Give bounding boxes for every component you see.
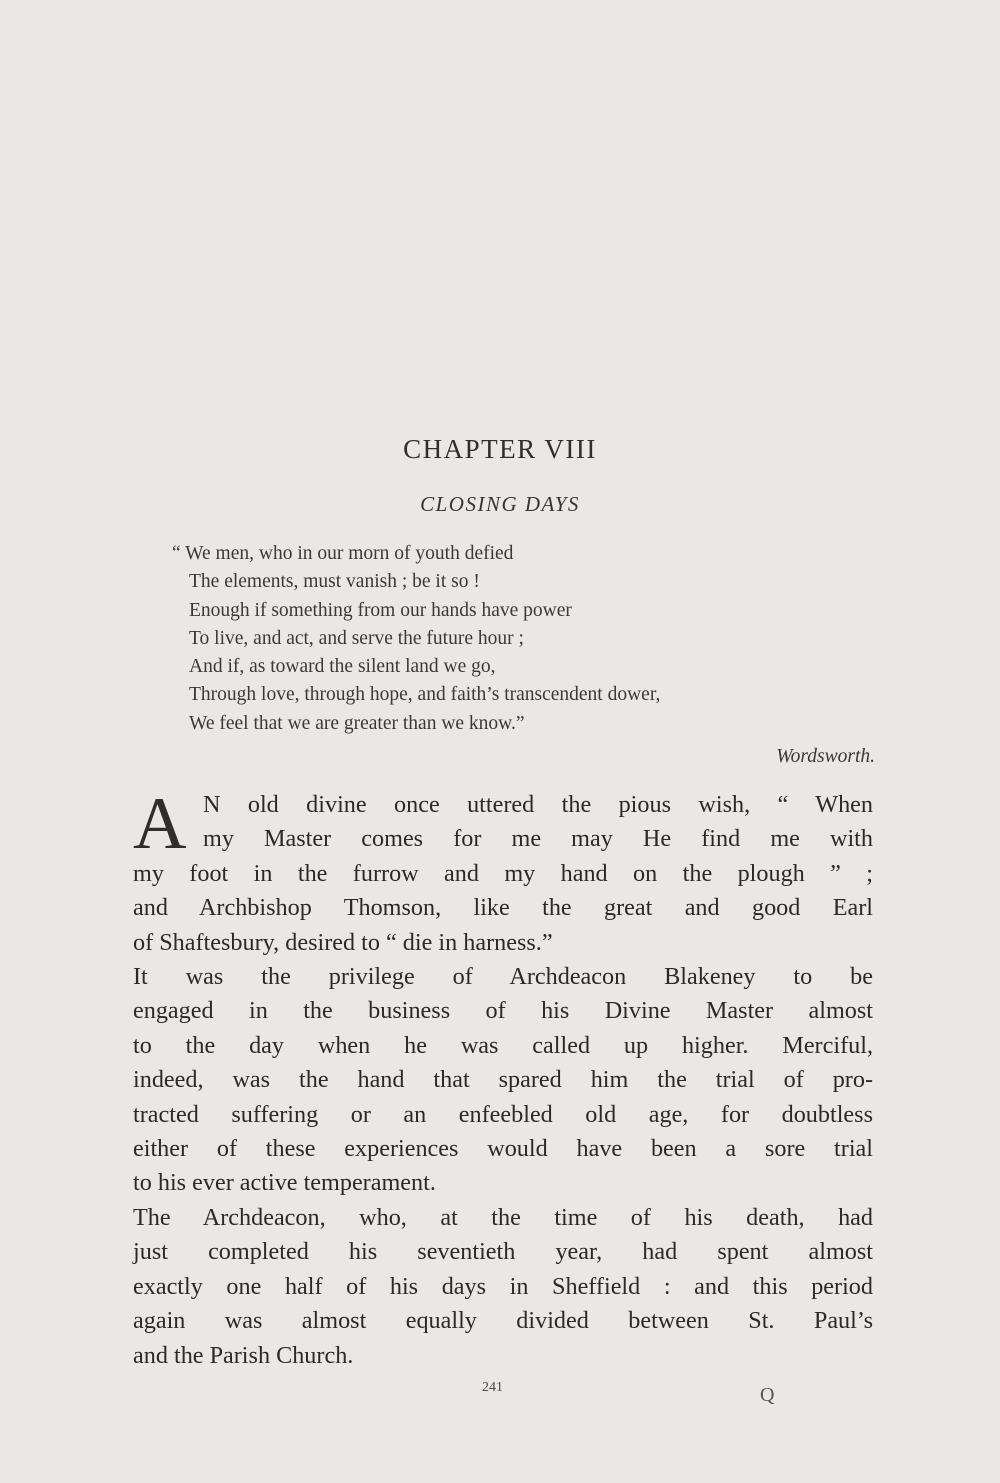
paragraph-line: exactly one half of his days in Sheffield : and this period: [133, 1272, 873, 1300]
epigraph-line: And if, as toward the silent land we go,: [189, 656, 496, 678]
chapter-title: CHAPTER VIII: [403, 434, 597, 464]
paragraph-line: tracted suffering or an enfeebled old age, for doubtless: [133, 1100, 873, 1128]
epigraph-line: The elements, must vanish ; be it so !: [189, 571, 480, 593]
epigraph-line: “ We men, who in our morn of youth defied: [172, 543, 514, 564]
paragraph-line: my foot in the furrow and my hand on the plough ” ;: [133, 859, 873, 887]
paragraph-3: [133, 1201, 873, 1373]
paragraph-line: again was almost equally divided between St. Paul’s: [133, 1307, 873, 1335]
signature-mark: Q: [760, 1384, 775, 1406]
body-text: [133, 783, 873, 1373]
paragraph-line: The Archdeacon, who, at the time of his death, had: [133, 1203, 873, 1231]
epigraph-attribution: Wordsworth.: [776, 746, 875, 767]
paragraph-2: [133, 960, 873, 1201]
epigraph: [172, 540, 892, 738]
paragraph-line: either of these experiences would have been a sore trial: [133, 1135, 873, 1163]
paragraph-line: just completed his seventieth year, had spent almost: [133, 1238, 873, 1266]
paragraph-line: to his ever active temperament.: [133, 1169, 436, 1197]
paragraph-line: my Master comes for me may He find me with: [203, 825, 873, 853]
epigraph-line: To live, and act, and serve the future hour ;: [189, 627, 524, 649]
chapter-subtitle: CLOSING DAYS: [420, 492, 580, 516]
paragraph-line: engaged in the business of his Divine Master almost: [133, 997, 873, 1025]
page-number: 241: [482, 1380, 503, 1395]
drop-cap: A: [133, 783, 187, 865]
epigraph-line: Through love, through hope, and faith’s transcendent dower,: [189, 684, 661, 706]
paragraph-line: indeed, was the hand that spared him the trial of pro-: [133, 1066, 873, 1094]
paragraph-1: [133, 783, 873, 960]
paragraph-line: It was the privilege of Archdeacon Blakeney to be: [133, 963, 873, 991]
epigraph-line: We feel that we are greater than we know.”: [189, 712, 525, 734]
paragraph-line: and the Parish Church.: [133, 1341, 354, 1369]
paragraph-line: of Shaftesbury, desired to “ die in harness.”: [133, 928, 553, 956]
paragraph-line: and Archbishop Thomson, like the great and good Earl: [133, 894, 873, 922]
paragraph-line: to the day when he was called up higher. Merciful,: [133, 1031, 873, 1059]
paragraph-line: N old divine once uttered the pious wish, “ When: [203, 791, 873, 818]
epigraph-line: Enough if something from our hands have power: [189, 599, 572, 621]
